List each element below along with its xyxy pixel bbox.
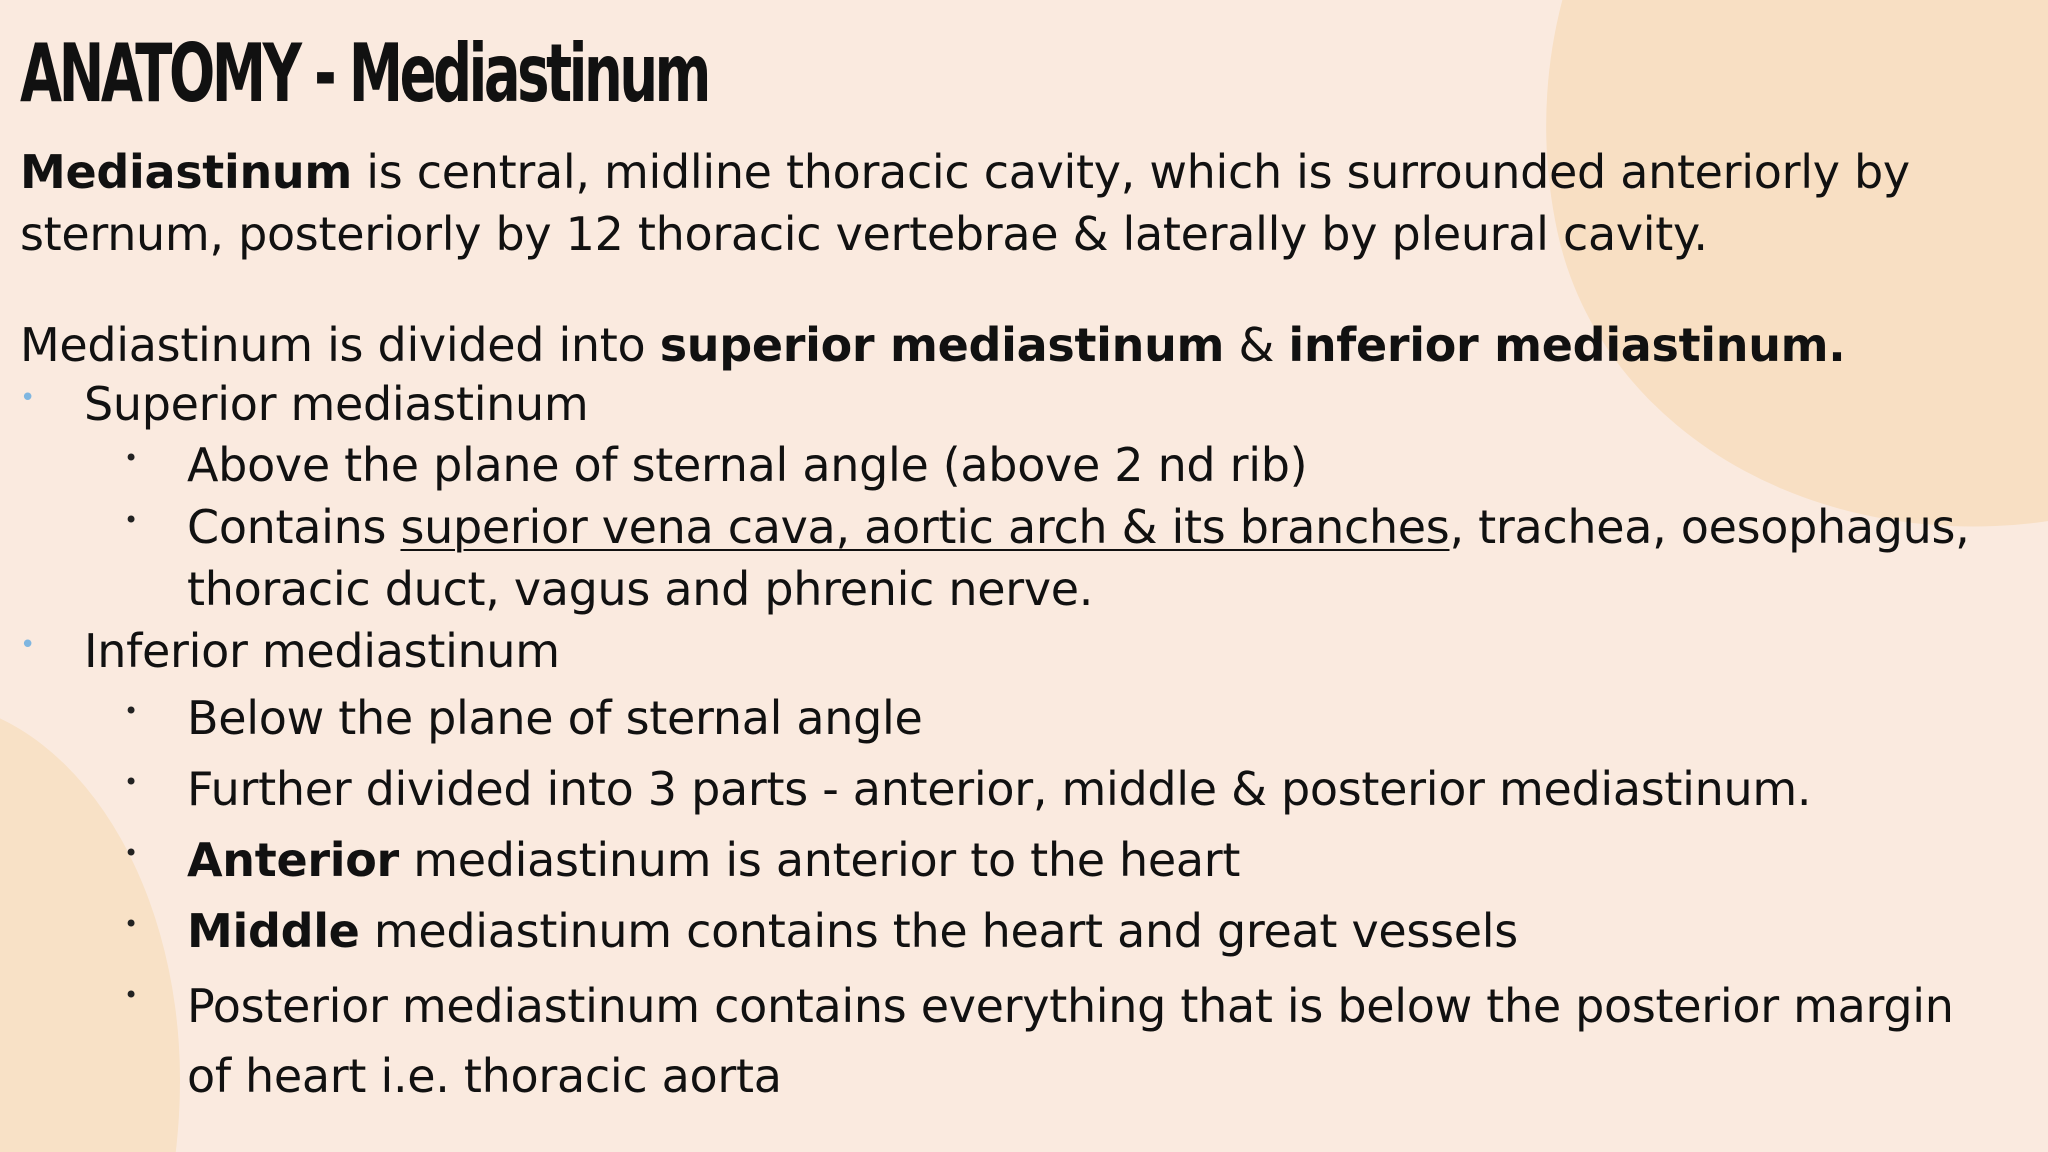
inferior-heading: Inferior mediastinum	[84, 624, 560, 678]
contains-prefix: Contains	[187, 500, 401, 554]
inferior-point-further: Further divided into 3 parts - anterior, middle & posterior mediastinum.	[187, 762, 1812, 816]
bullet-posterior: •	[124, 981, 139, 1009]
division-inferior: inferior mediastinum.	[1288, 318, 1846, 372]
superior-point-above: Above the plane of sternal angle (above 2 nd rib)	[187, 438, 1308, 492]
bullet-inferior: •	[20, 630, 36, 660]
slide-title: ANATOMY - Mediastinum	[20, 27, 708, 120]
bullet-further: •	[124, 768, 139, 796]
division-prefix: Mediastinum is divided into	[20, 318, 660, 372]
bullet-middle: •	[124, 910, 139, 938]
division-superior: superior mediastinum	[659, 318, 1225, 372]
inferior-point-below: Below the plane of sternal angle	[187, 691, 923, 745]
intro-term: Mediastinum	[20, 145, 352, 199]
superior-point-contains	[187, 496, 2007, 620]
intro-text: is central, midline thoracic cavity, which is surrounded anteriorly by sternum, posteriorly by 12 thoracic vertebrae & laterally by pleural cavity.	[20, 145, 1910, 261]
division-amp: &	[1224, 318, 1289, 372]
middle-rest: mediastinum contains the heart and great vessels	[359, 904, 1518, 958]
bullet-superior: •	[20, 383, 36, 413]
bullet-above: •	[124, 444, 139, 472]
bullet-below: •	[124, 697, 139, 725]
anterior-bold: Anterior	[187, 833, 399, 887]
intro-paragraph	[20, 141, 2020, 265]
bullet-contains: •	[124, 506, 139, 534]
contains-underlined: superior vena cava, aortic arch & its branches	[400, 500, 1450, 554]
superior-heading: Superior mediastinum	[84, 377, 589, 431]
bullet-anterior: •	[124, 839, 139, 867]
division-sentence	[20, 314, 1845, 376]
contains-rest: , trachea, oesophagus, thoracic duct, vagus and phrenic nerve.	[187, 500, 1970, 616]
middle-bold: Middle	[187, 904, 360, 958]
inferior-point-anterior	[187, 829, 1240, 891]
anterior-rest: mediastinum is anterior to the heart	[398, 833, 1241, 887]
inferior-point-middle	[187, 900, 1518, 962]
inferior-point-posterior: Posterior mediastinum contains everything that is below the posterior margin of heart i.e. thoracic aorta	[187, 979, 1954, 1103]
